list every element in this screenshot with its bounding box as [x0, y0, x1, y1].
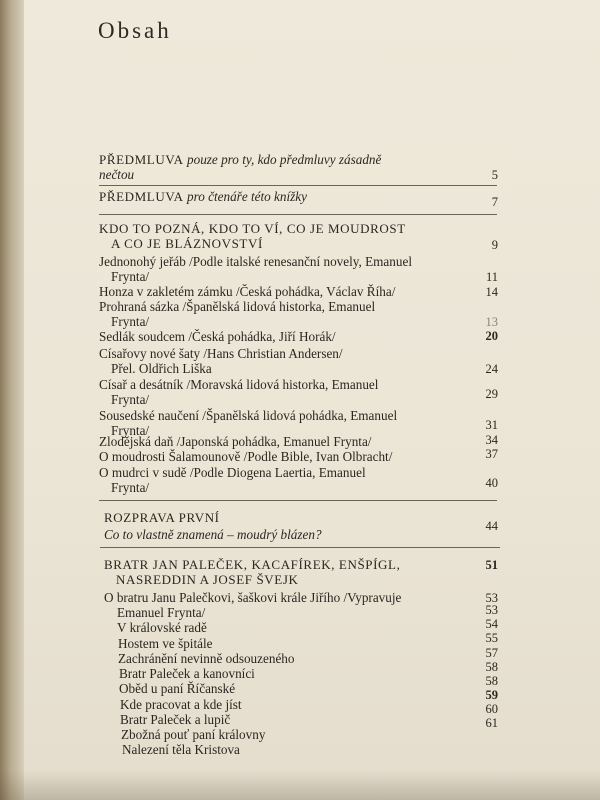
section-heading: BRATR JAN PALEČEK, KACAFÍREK, ENŠPÍGL, — [104, 557, 401, 572]
section-heading: ROZPRAVA PRVNÍ — [104, 510, 220, 525]
toc-entry: Přel. Oldřich Liška — [111, 361, 212, 376]
toc-page-number: 9 — [491, 238, 498, 252]
toc-page-number: 44 — [485, 519, 498, 533]
toc-entry: Bratr Paleček a kanovníci — [119, 666, 255, 681]
toc-entry: Oběd u paní Říčanské — [119, 681, 236, 696]
toc-page-number: 60 — [485, 702, 498, 716]
toc-entry: Kde pracovat a kde jíst — [120, 697, 242, 712]
toc-entry: Nalezení těla Kristova — [122, 742, 240, 757]
toc-page-number: 51 — [485, 558, 498, 572]
toc-page-number: 59 — [485, 688, 498, 702]
toc-entry: Emanuel Frynta/ — [117, 605, 206, 620]
toc-entry: Hostem ve špitále — [118, 636, 213, 651]
toc-page-number: 5 — [491, 168, 498, 182]
toc-page-number: 58 — [485, 674, 498, 688]
toc-entry: Sousedské naučení /Španělská lidová pohádka, Emanuel — [99, 408, 398, 423]
toc-entry: Jednonohý jeřáb /Podle italské renesanční novely, Emanuel — [99, 254, 412, 269]
toc-page-number: 11 — [485, 270, 498, 284]
toc-entry: O bratru Janu Palečkovi, šaškovi krále Jiřího /Vypravuje — [104, 590, 402, 605]
section-divider — [99, 500, 497, 501]
section-heading: A CO JE BLÁZNOVSTVÍ — [111, 236, 263, 251]
toc-page-number: 13 — [485, 315, 498, 329]
toc-entry: Sedlák soudcem /Česká pohádka, Jiří Horák/ — [99, 329, 336, 344]
toc-page-number: 57 — [485, 646, 498, 660]
toc-page-number: 20 — [485, 329, 498, 343]
toc-entry: Frynta/ — [111, 423, 150, 438]
toc-page-number: 14 — [485, 285, 498, 299]
toc-entry: Zachránění nevinně odsouzeného — [118, 651, 295, 666]
section-heading: NASREDDIN A JOSEF ŠVEJK — [116, 572, 299, 587]
toc-entry-subtitle: Co to vlastně znamená – moudrý blázen? — [104, 527, 322, 542]
toc-entry-subtitle: nečtou — [99, 167, 135, 182]
toc-entry: Zbožná pouť paní královny — [121, 727, 266, 742]
toc-entry-title: PŘEDMLUVA — [99, 152, 184, 167]
toc-entry: Prohraná sázka /Španělská lidová historka, Emanuel — [99, 299, 376, 314]
toc-entry: Honza v zakletém zámku /Česká pohádka, Václav Říha/ — [99, 284, 396, 299]
toc-page-number: 37 — [485, 447, 498, 461]
toc-page-number: 29 — [485, 387, 498, 401]
toc-entry: Frynta/ — [111, 480, 150, 495]
toc-page-number: 24 — [485, 362, 498, 376]
toc-page-number: 54 — [485, 617, 498, 631]
toc-page-number: 7 — [491, 195, 498, 209]
toc-page-number: 61 — [485, 716, 498, 730]
section-heading: KDO TO POZNÁ, KDO TO VÍ, CO JE MOUDROST — [99, 221, 406, 236]
toc-page-number: 53 — [485, 591, 498, 605]
toc-entry-subtitle: pro čtenáře této knížky — [187, 189, 307, 204]
toc-entry: Císařovy nové šaty /Hans Christian Andersen/ — [99, 346, 343, 361]
toc-page-number: 31 — [485, 418, 498, 432]
toc-entry-subtitle: pouze pro ty, kdo předmluvy zásadně — [187, 152, 382, 167]
toc-page-number: 34 — [485, 433, 498, 447]
toc-page-number: 58 — [485, 660, 498, 674]
toc-entry: V královské radě — [117, 620, 207, 635]
toc-entry: Bratr Paleček a lupič — [120, 712, 231, 727]
toc-page-number: 55 — [485, 631, 498, 645]
page-title: Obsah — [98, 18, 172, 43]
toc-entry: O moudrosti Šalamounově /Podle Bible, Ivan Olbracht/ — [99, 449, 393, 464]
toc-entry: Císař a desátník /Moravská lidová historka, Emanuel — [99, 377, 379, 392]
toc-entry: Zlodějská daň /Japonská pohádka, Emanuel Frynta/ — [99, 434, 372, 449]
section-divider — [99, 214, 497, 215]
toc-entry: Frynta/ — [111, 392, 150, 407]
section-divider — [99, 185, 497, 186]
section-divider — [100, 547, 500, 548]
toc-page-number: 40 — [485, 476, 498, 490]
toc-entry-title: PŘEDMLUVA — [99, 189, 184, 204]
toc-entry: Frynta/ — [111, 269, 150, 284]
toc-page-number: 53 — [485, 603, 498, 617]
page-shadow — [0, 770, 600, 800]
toc-entry: Frynta/ — [111, 314, 150, 329]
toc-entry: O mudrci v sudě /Podle Diogena Laertia, Emanuel — [99, 465, 366, 480]
